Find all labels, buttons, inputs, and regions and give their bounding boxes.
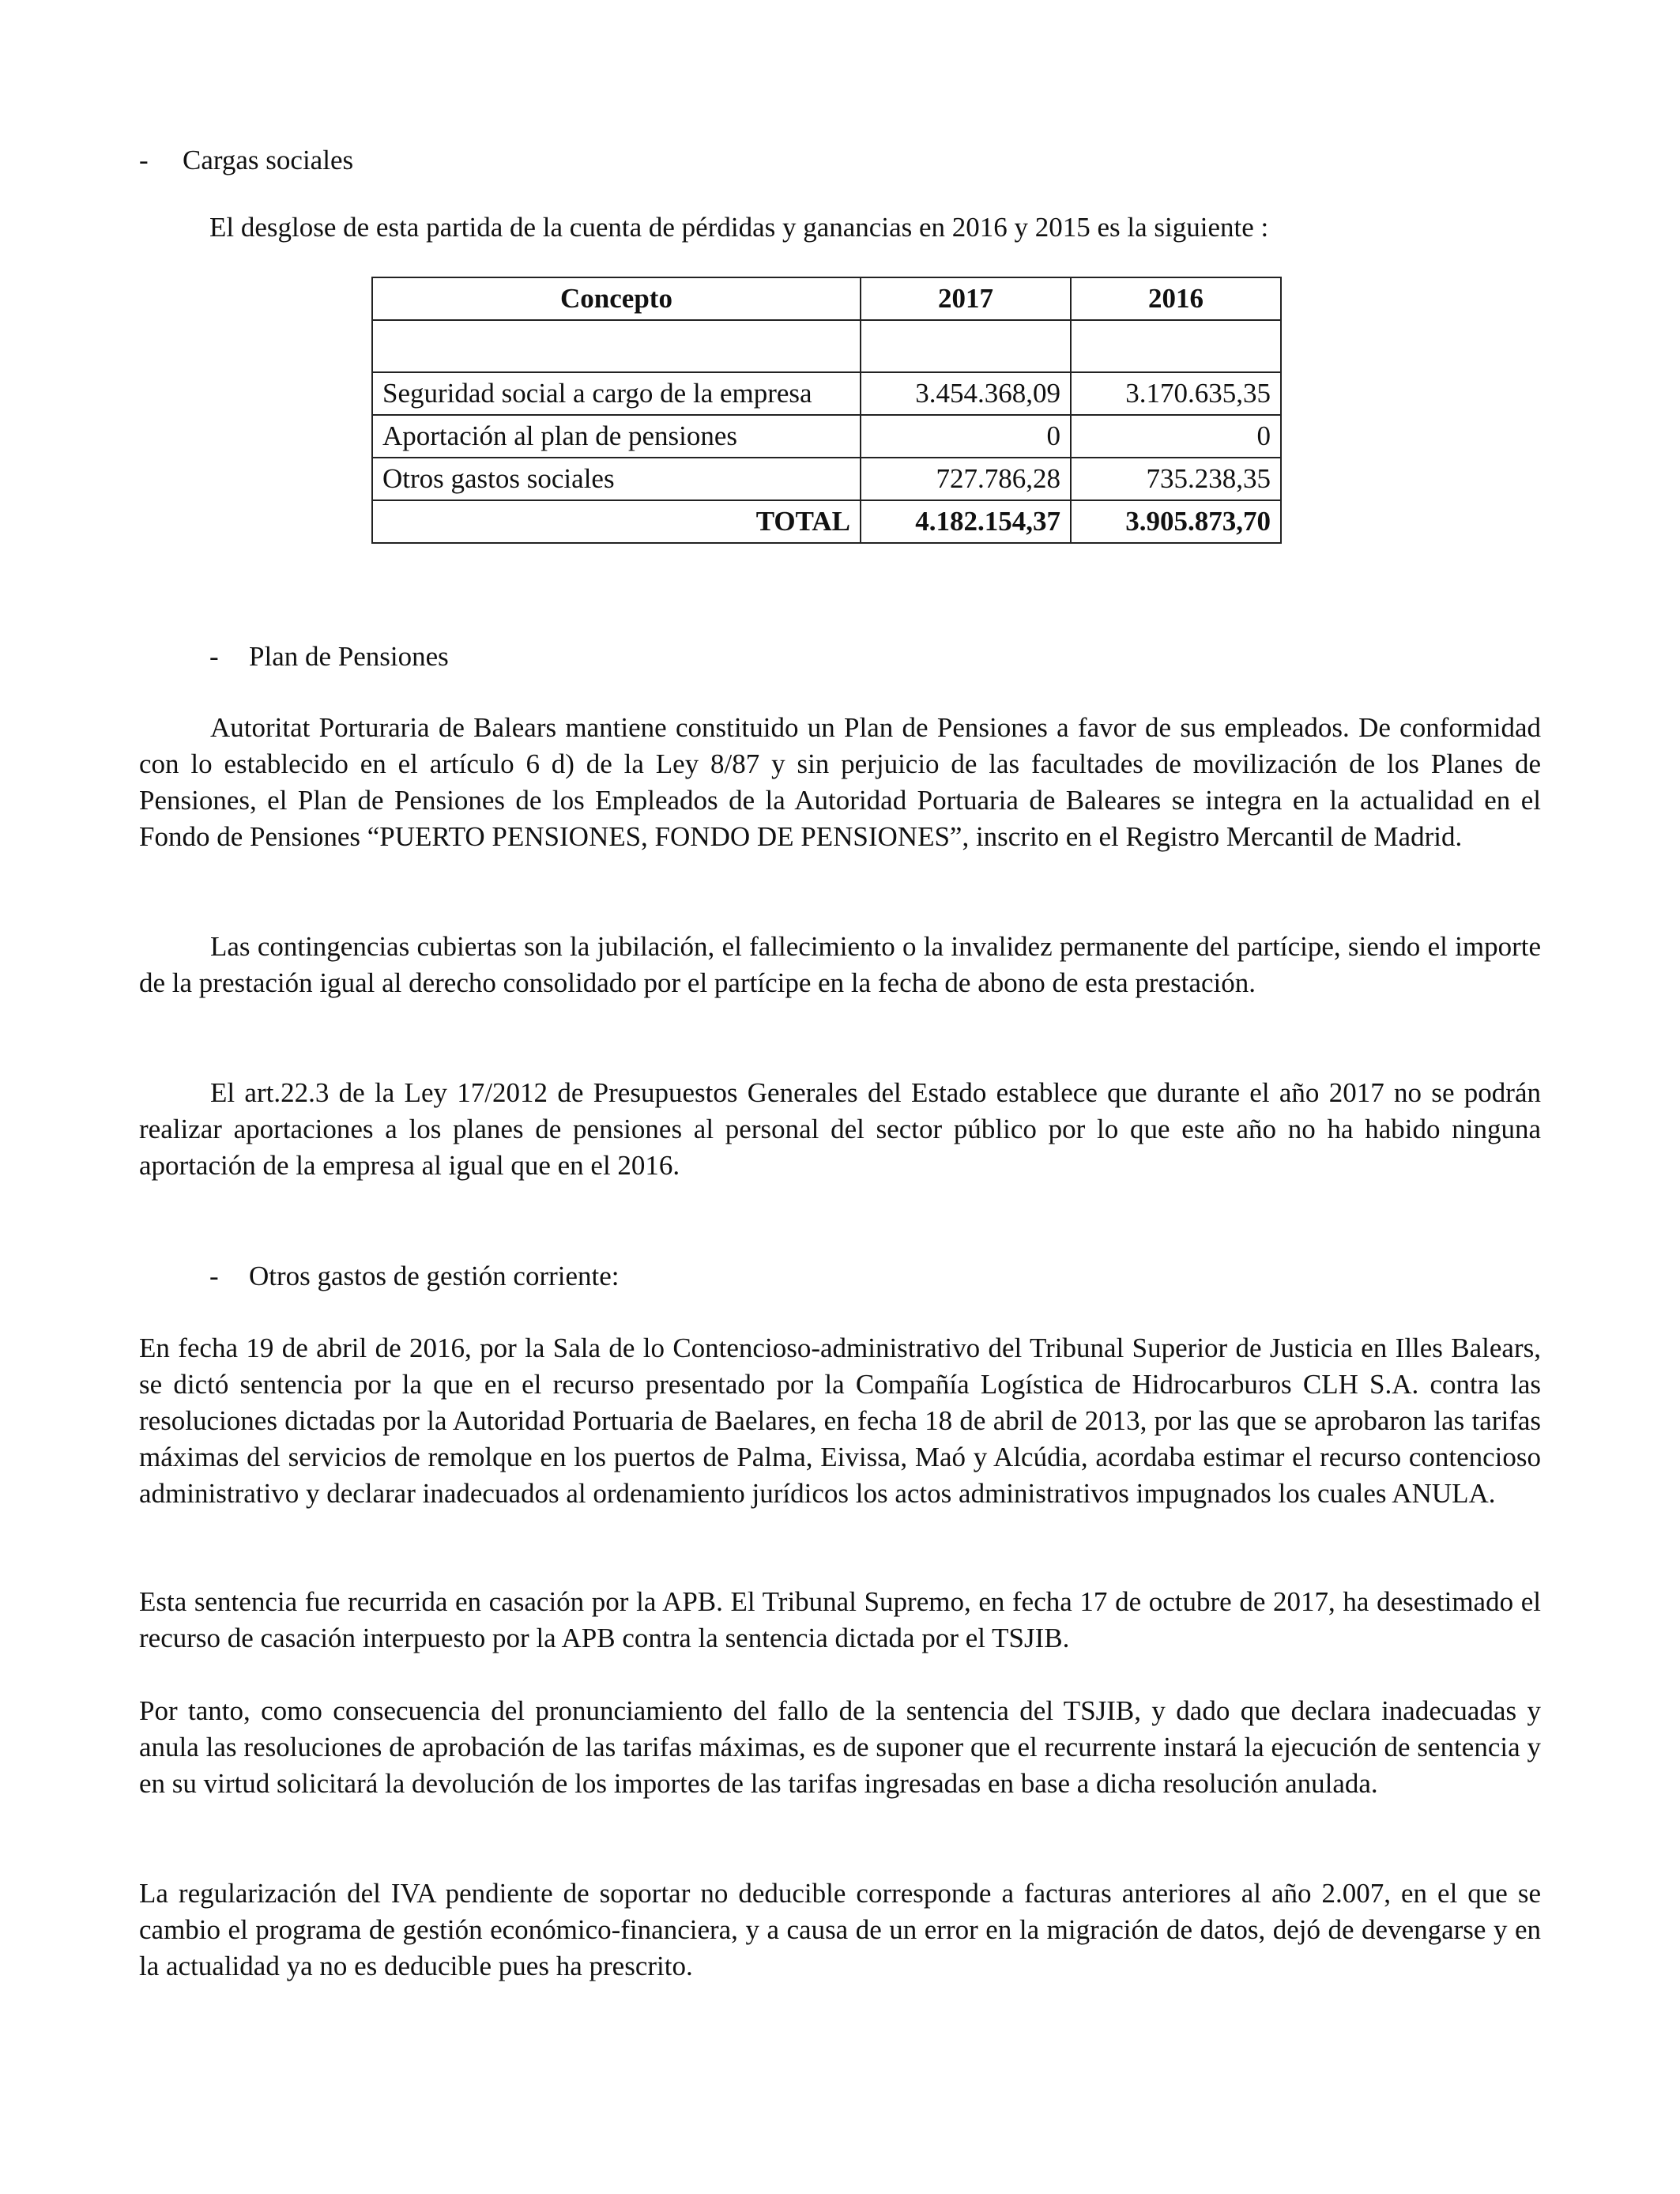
paragraph: Las contingencias cubiertas son la jubilación, el fallecimiento o la invalidez permanente del partícipe, siendo el importe de la prestación igual al derecho consolidado por el partícipe en la fecha de abono de esta prestación.: [139, 931, 1541, 998]
cargas-sociales-table: [371, 277, 1282, 544]
bullet-dash: -: [139, 145, 149, 175]
spacer-cell: [1071, 320, 1281, 372]
total-value-2017: 4.182.154,37: [861, 500, 1071, 543]
section-title: Plan de Pensiones: [249, 641, 449, 672]
spacer-cell: [861, 320, 1071, 372]
table-row: [372, 372, 1281, 415]
section-heading-otros-gastos: [209, 1258, 620, 1295]
table-row: [372, 458, 1281, 500]
header-concepto: Concepto: [372, 277, 861, 320]
header-2017: 2017: [861, 277, 1071, 320]
row-concept: Aportación al plan de pensiones: [372, 415, 861, 458]
section-title: Cargas sociales: [183, 145, 354, 175]
row-concept: Seguridad social a cargo de la empresa: [372, 372, 861, 415]
section-title: Otros gastos de gestión corriente:: [249, 1261, 620, 1291]
row-value-2016: 735.238,35: [1071, 458, 1281, 500]
paragraph: Esta sentencia fue recurrida en casación por la APB. El Tribunal Supremo, en fecha 17 de octubre de 2017, ha desestimado el recurso de casación interpuesto por la APB contra la sentencia dictada por el TSJIB.: [139, 1586, 1541, 1653]
table-intro-text: El desglose de esta partida de la cuenta de pérdidas y ganancias en 2016 y 2015 es la siguiente :: [209, 212, 1269, 243]
total-value-2016: 3.905.873,70: [1071, 500, 1281, 543]
bullet-dash: -: [209, 641, 219, 672]
table-total-row: [372, 500, 1281, 543]
section-heading-cargas-sociales: [139, 142, 353, 179]
row-value-2017: 0: [861, 415, 1071, 458]
paragraph: Por tanto, como consecuencia del pronunciamiento del fallo de la sentencia del TSJIB, y dado que declara inadecuadas y anula las resoluciones de aprobación de las tarifas máximas, es de suponer que el recurrente instará la ejecución de sentencia y en su virtud solicitará la devolución de los importes de las tarifas ingresadas en base a dicha resolución anulada.: [139, 1695, 1541, 1799]
section-heading-plan-pensiones: [209, 639, 449, 675]
paragraph: Autoritat Porturaria de Balears mantiene constituido un Plan de Pensiones a favor de sus empleados. De conformidad con lo establecido en el artículo 6 d) de la Ley 8/87 y sin perjuicio de las facultades de movilización de los Planes de Pensiones, el Plan de Pensiones de los Empleados de la Autoridad Portuaria de Baleares se integra en la actualidad en el Fondo de Pensiones “PUERTO PENSIONES, FONDO DE PENSIONES”, inscrito en el Registro Mercantil de Madrid.: [139, 712, 1541, 852]
row-value-2017: 3.454.368,09: [861, 372, 1071, 415]
paragraph: En fecha 19 de abril de 2016, por la Sala de lo Contencioso-administrativo del Tribunal Superior de Justicia en Illes Balears, se dictó sentencia por la que en el recurso presentado por la Compañía Logística de Hidrocarburos CLH S.A. contra las resoluciones dictadas por la Autoridad Portuaria de Baelares, en fecha 18 de abril de 2013, por las que se aprobaron las tarifas máximas del servicios de remolque en los puertos de Palma, Eivissa, Maó y Alcúdia, acordaba estimar el recurso contencioso administrativo y declarar inadecuados al ordenamiento jurídicos los actos administrativos impugnados los cuales ANULA.: [139, 1333, 1541, 1509]
table-row: [372, 415, 1281, 458]
bullet-dash: -: [209, 1261, 219, 1291]
table-spacer-row: [372, 320, 1281, 372]
row-value-2016: 3.170.635,35: [1071, 372, 1281, 415]
row-value-2017: 727.786,28: [861, 458, 1071, 500]
table-header-row: [372, 277, 1281, 320]
row-value-2016: 0: [1071, 415, 1281, 458]
paragraph: El art.22.3 de la Ley 17/2012 de Presupuestos Generales del Estado establece que durante el año 2017 no se podrán realizar aportaciones a los planes de pensiones al personal del sector público por lo que este año no ha habido ninguna aportación de la empresa al igual que en el 2016.: [139, 1077, 1541, 1181]
row-concept: Otros gastos sociales: [372, 458, 861, 500]
paragraph: La regularización del IVA pendiente de soportar no deducible corresponde a facturas anteriores al año 2.007, en el que se cambio el programa de gestión económico-financiera, y a causa de un error en la migración de datos, dejó de devengarse y en la actualidad ya no es deducible pues ha prescrito.: [139, 1878, 1541, 1981]
total-label: TOTAL: [372, 500, 861, 543]
header-2016: 2016: [1071, 277, 1281, 320]
spacer-cell: [372, 320, 861, 372]
